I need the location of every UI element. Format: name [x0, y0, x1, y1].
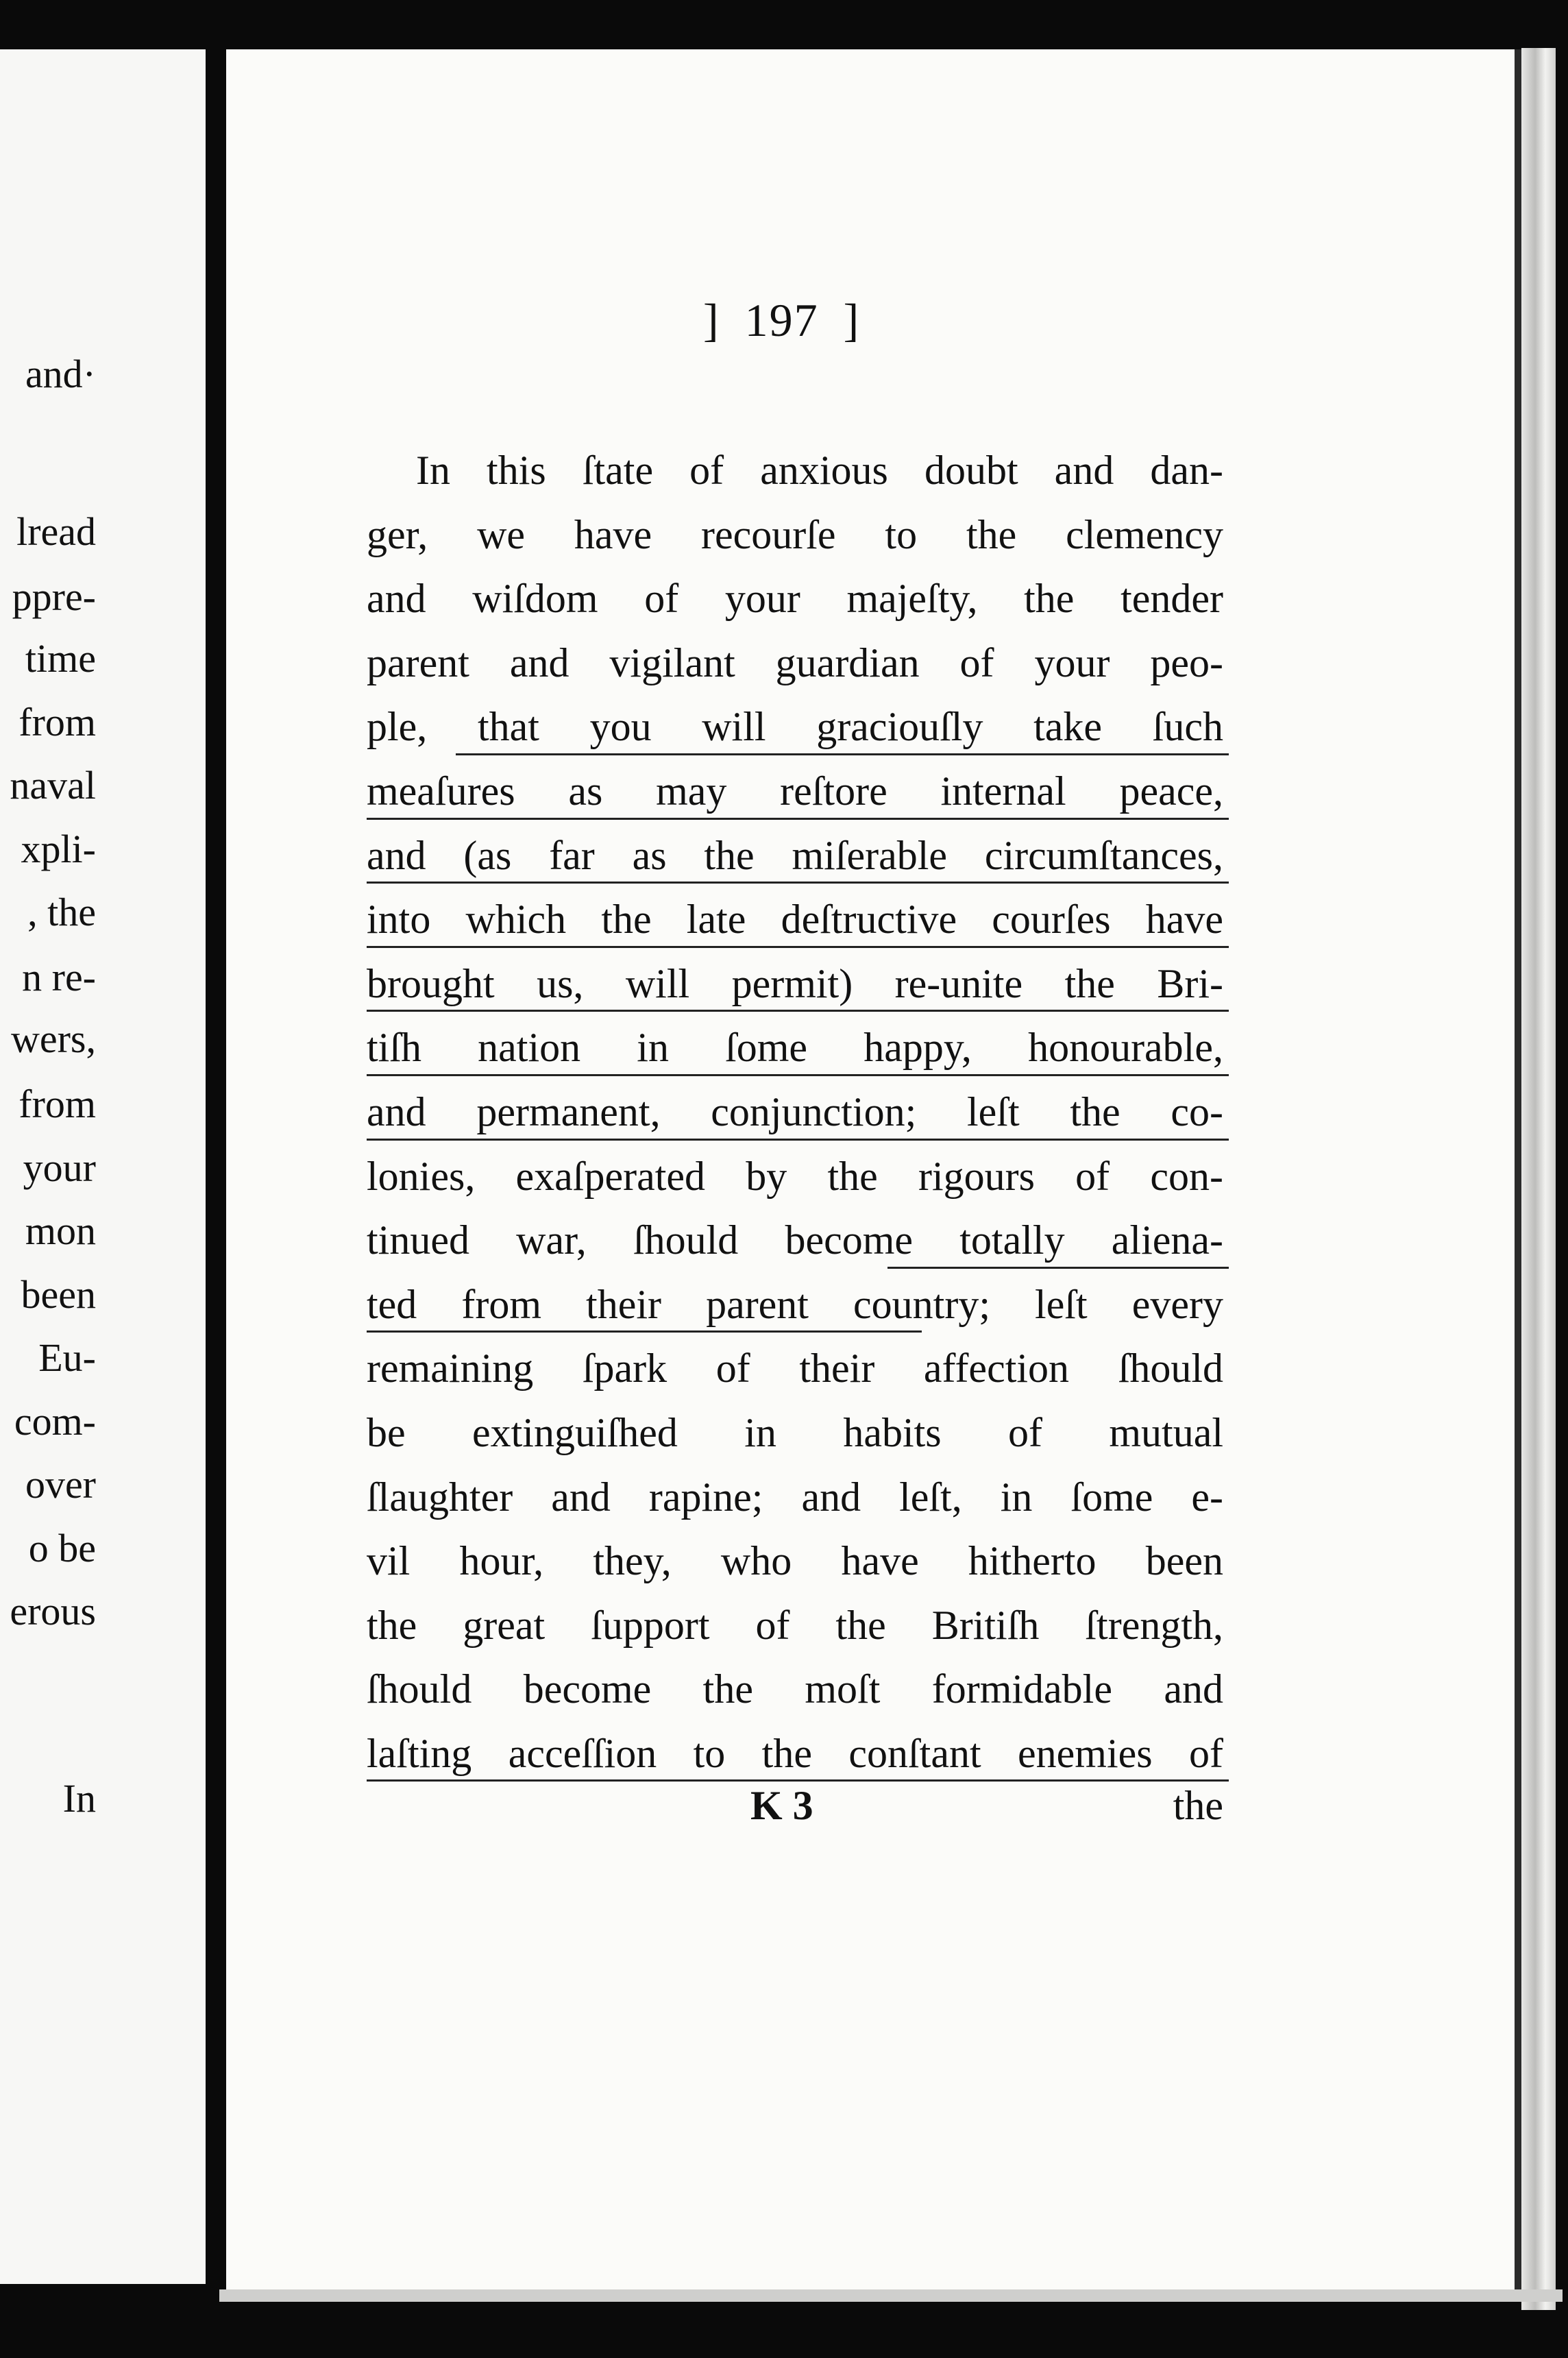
left-fragment: been [21, 1272, 96, 1317]
underline-mark [367, 1074, 1229, 1076]
left-fragment: o be [28, 1526, 96, 1570]
left-fragment: erous [10, 1589, 96, 1633]
left-fragment: ppre- [12, 574, 96, 619]
underline-mark [367, 946, 1229, 948]
left-fragment: time [25, 636, 96, 681]
underline-mark [367, 1139, 1229, 1141]
text-line: In this ſtate of anxious doubt and dan- [416, 448, 1223, 493]
text-line: ger, we have recourſe to the clemency [367, 511, 1223, 557]
text-line: ſhould become the moſt formidable and [367, 1666, 1223, 1712]
left-fragment: mon [25, 1208, 96, 1253]
underline-mark [887, 1267, 1229, 1269]
left-fragment: your [23, 1145, 96, 1190]
body-text [367, 439, 1223, 1786]
left-fragment: from [19, 700, 96, 744]
underline-mark [367, 882, 1229, 884]
text-line-underlined: and (as far as the miſerable circumſtances, [367, 824, 1223, 888]
page-bottom-edge [219, 2289, 1563, 2302]
text-line: vil hour, they, who have hitherto been [367, 1538, 1223, 1584]
text-line-underlined: ple, that you will graciouſly take ſuch [367, 695, 1223, 759]
left-fragment: com- [14, 1399, 96, 1444]
underline-mark [367, 1010, 1229, 1012]
catchword: the [1173, 1783, 1223, 1828]
left-fragment: over [25, 1462, 96, 1507]
text-line-underlined: into which the late deſtructive courſes have [367, 888, 1223, 952]
left-fragment: In [62, 1776, 96, 1821]
left-page [0, 49, 206, 2284]
header-bracket-right: ] [843, 294, 861, 346]
text-line: remaining ſpark of their affection ſhould [367, 1346, 1223, 1391]
text-line: lonies, exaſperated by the rigours of con- [367, 1153, 1223, 1199]
header-bracket-left: ] [703, 294, 720, 346]
text-line-underlined: brought us, will permit) re-unite the Bri- [367, 952, 1223, 1017]
page-header [678, 293, 885, 348]
page-number: 197 [744, 294, 819, 346]
text-line-underlined: ted from their parent country; leſt every [367, 1273, 1223, 1337]
signature-mark: K 3 [750, 1783, 813, 1828]
left-fragment: lread [16, 509, 96, 554]
page-footer [367, 1782, 1223, 1844]
text-line: ſlaughter and rapine; and leſt, in ſome e- [367, 1474, 1223, 1520]
left-fragment: Eu- [38, 1335, 96, 1380]
text-line-underlined: tinued war, ſhould become totally aliena- [367, 1208, 1223, 1273]
left-fragment: and· [25, 352, 96, 396]
underline-mark [367, 1330, 922, 1333]
left-fragment: xpli- [21, 827, 96, 871]
left-fragment: , the [27, 890, 96, 934]
underline-mark [456, 753, 1229, 755]
text-line-underlined: laſting acceſſion to the conſtant enemies of [367, 1722, 1223, 1786]
left-fragment: wers, [10, 1017, 96, 1061]
text-line: the great ſupport of the Britiſh ſtrength, [367, 1602, 1223, 1648]
left-fragment: from [19, 1082, 96, 1126]
text-line-underlined: meaſures as may reſtore internal peace, [367, 759, 1223, 824]
text-line-underlined: tiſh nation in ſome happy, honourable, [367, 1016, 1223, 1080]
text-line: and wiſdom of your majeſty, the tender [367, 576, 1223, 622]
text-line: be extinguiſhed in habits of mutual [367, 1409, 1223, 1455]
text-line: parent and vigilant guardian of your peo- [367, 640, 1223, 685]
text-line-underlined: and permanent, conjunction; leſt the co- [367, 1080, 1223, 1145]
underline-mark [367, 818, 1229, 820]
left-fragment: n re- [22, 955, 96, 999]
left-fragment: naval [10, 763, 96, 807]
page-edge [1521, 48, 1556, 2310]
